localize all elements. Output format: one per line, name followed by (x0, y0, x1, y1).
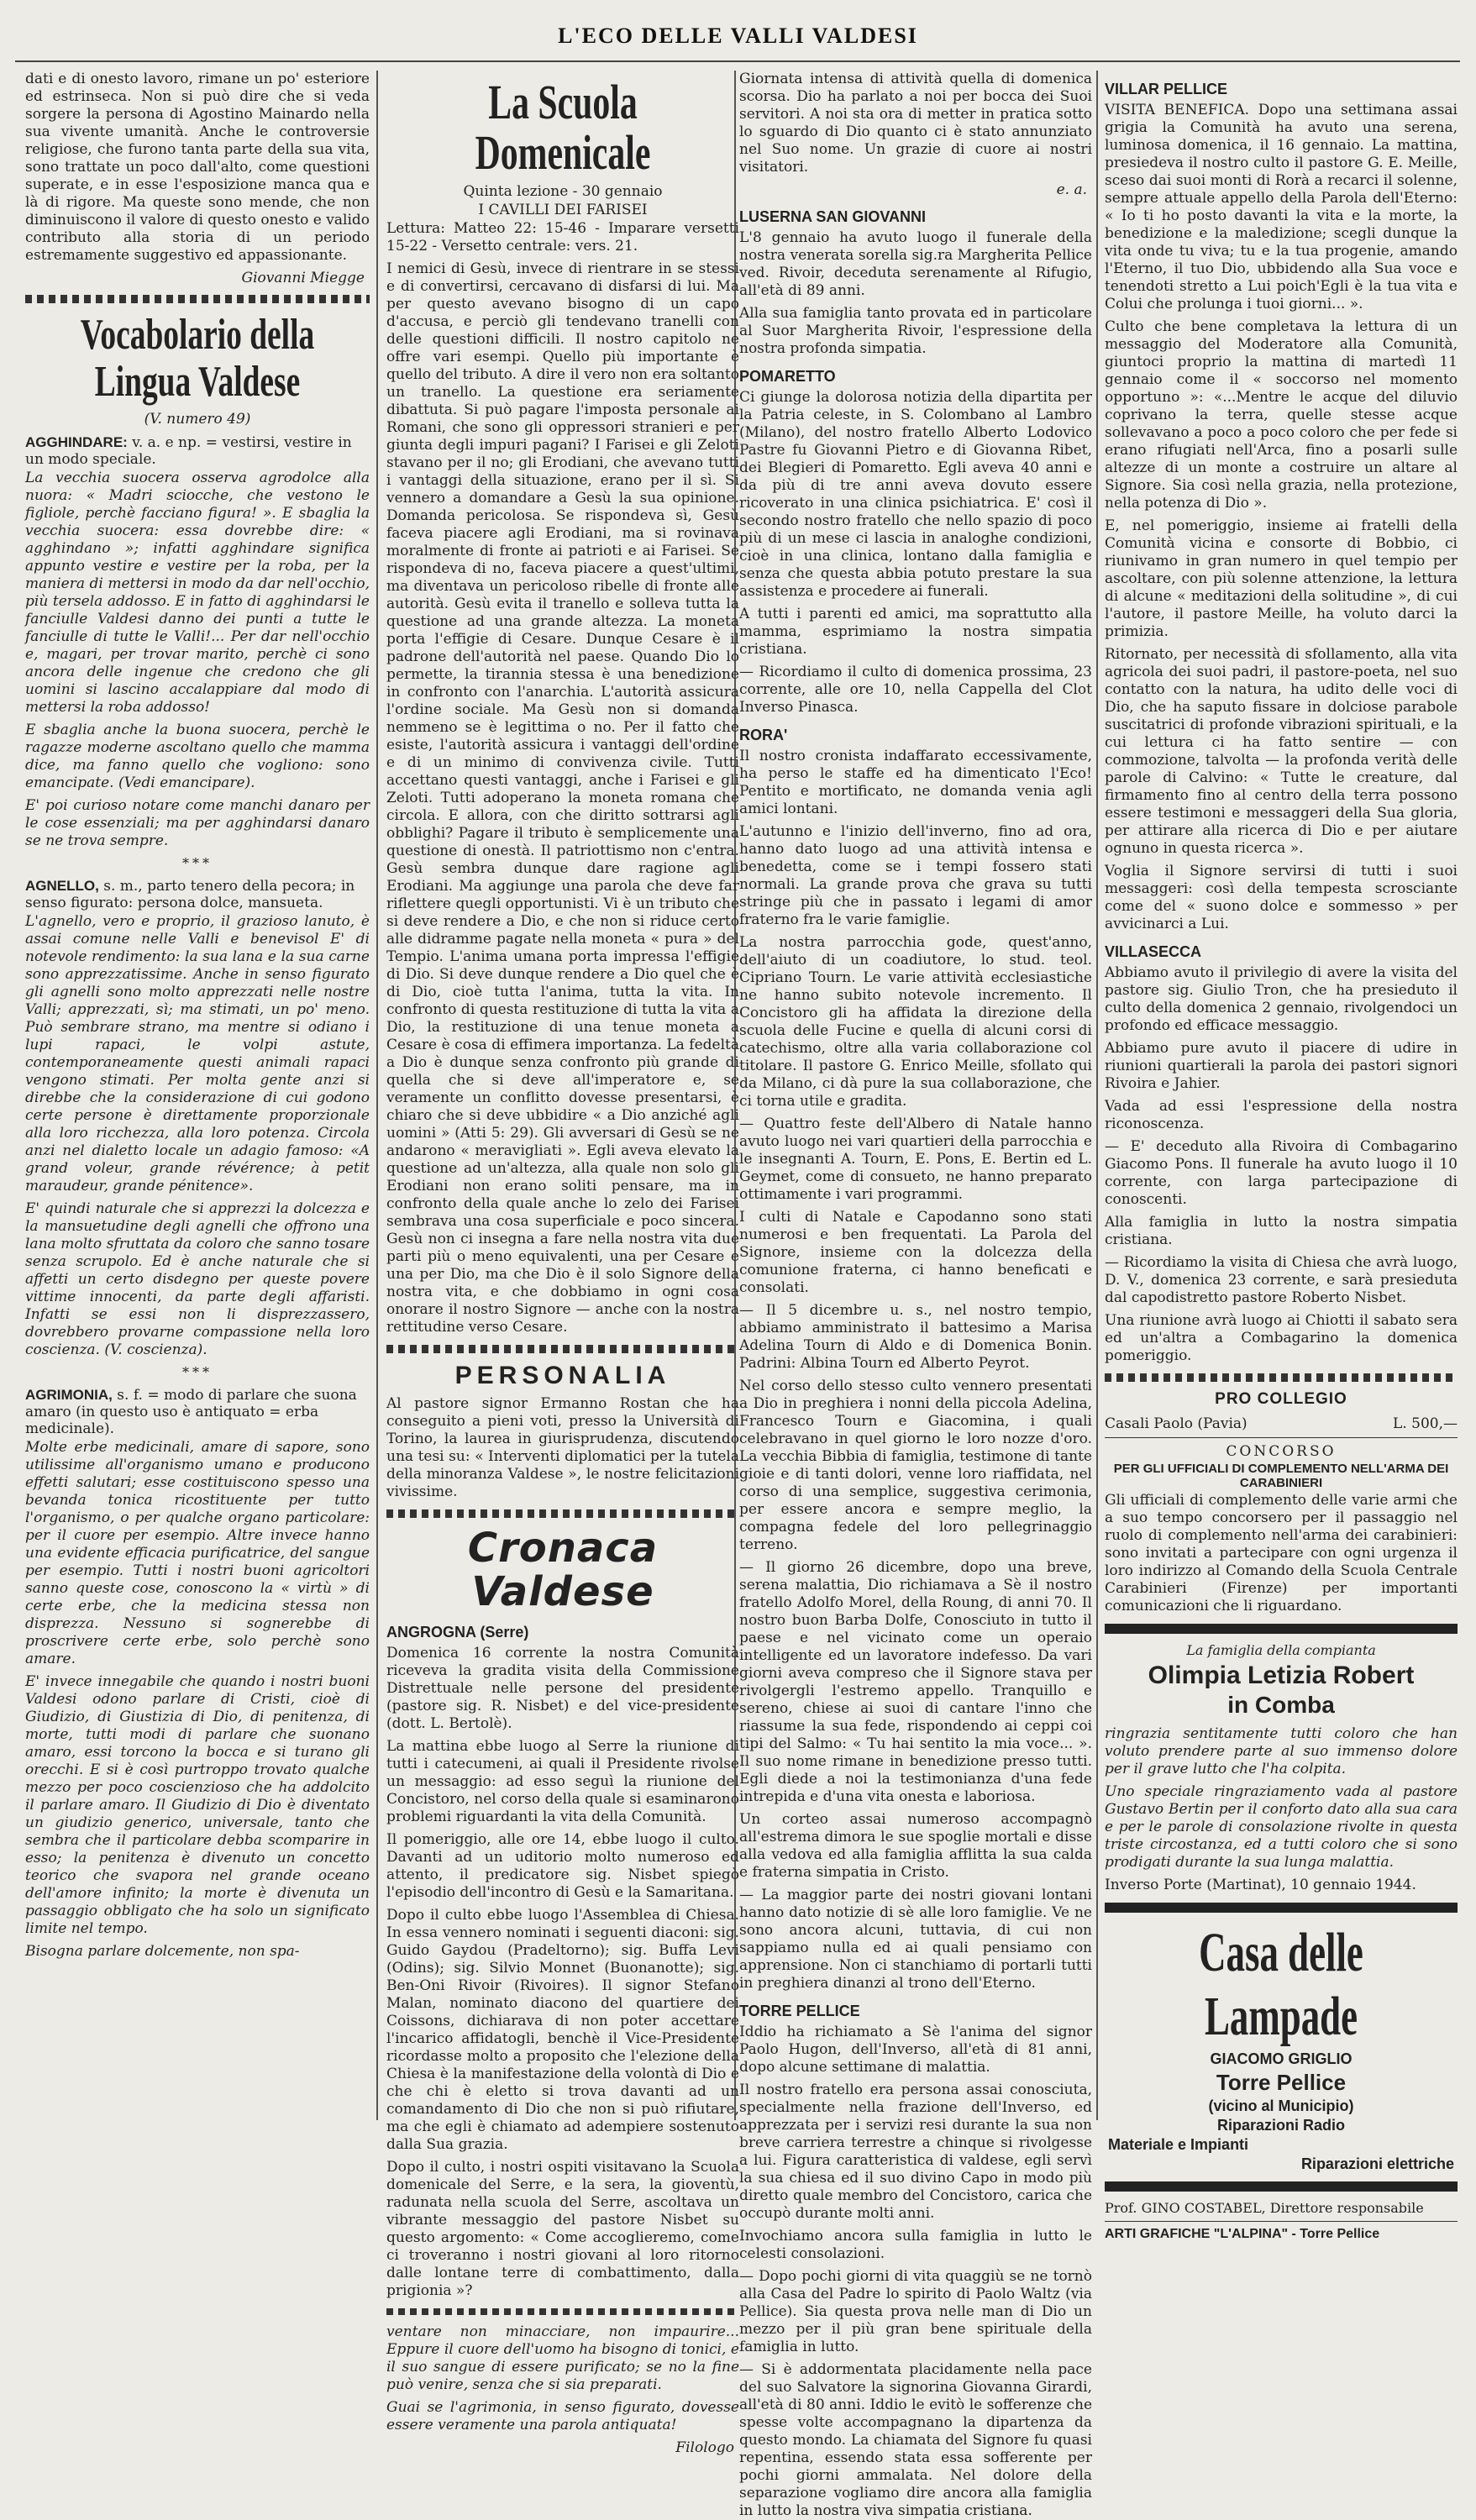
lamp-electric: Riparazioni elettriche (1300, 2155, 1454, 2172)
torre-text: Invochiamo ancora sulla famiglia in lutto le celesti consolazioni. (739, 2228, 1092, 2262)
entry-text: Molte erbe medicinali, amare di sapore, sono utilissime all'organismo umano e producono effetti salutari; esse costituiscono spesso una bevanda tonica ricostituente per tutto l'organismo, o per qualche organo particolare: per il cuore per esempio. Altre invece hanno una evidente efficacia purificatrice, del sangue per esempio. Tutti i nostri buoni agricoltori sanno queste cose, conoscono la « virtù » di certe erbe, che la medicina stessa non disprezza. Nessuno si sognerebbe di proscrivere certe erbe, solo perchè sono amare. (25, 1439, 370, 1667)
column-divider (1096, 71, 1098, 2120)
villar-text: VISITA BENEFICA. Dopo una settimana assai grigia la Comunità ha avuto una serena, luminosa domenica, il 16 gennaio. La mattina, presiedeva il nostro culto il pastore G. E. Meille, sceso dai suoi monti di Rorà a recarci il solenne, sempre attuale appello della Parola dell'Eterno: « Io ti ho posto davanti la vita e la morte, la benedizione e la maledizione; scegli dunque la vita onde tu viva; tu e la tua progenie, amando l'Eterno, il tuo Dio, ubbidendo alla Sua voce e tenendoti stretto a Lui poich'Egli è la tua vita e Colui che prolunga i tuoi giorni... ». (1105, 102, 1458, 312)
personalia-text: Al pastore signor Ermanno Rostan che ha conseguito a pieni voti, presso la Università di Torino, la laurea in giurisprudenza, discutendo una tesi su: « Interventi diplomatici per la tutela della minoranza Valdese », le nostre felicitazioni vivissime. (386, 1395, 739, 1500)
villar-text: Voglia il Signore servirsi di tutti i suoi messaggeri: così della tempesta scrosciante come del « suono dolce e sommesso » per avvicinarci a Lui. (1105, 863, 1458, 932)
casa-lampade-title: Casa delle Lampade (1199, 1922, 1363, 2047)
entry-text: Bisogna parlare dolcemente, non spa- (25, 1943, 300, 1960)
entry-text: E sbaglia anche la buona suocera, perchè le ragazze moderne ascoltano quello che mamma dice, ma fanno quello che vogliono: sono emancipate. (Vedi emancipare). (25, 722, 370, 791)
entry-agghindare: AGGHINDARE: v. a. e np. = vestirsi, vestire in un modo speciale. (25, 434, 352, 468)
angrogna-text: Domenica 16 corrente la nostra Comunità riceveva la gradita visita della Commissione Distrettuale nelle persone del presidente (pastore sig. R. Nisbet) e del vice-presidente (dott. L. Bertolè). (386, 1645, 739, 1732)
lamp-owner: GIACOMO GRIGLIO (1210, 2050, 1353, 2067)
header-rule (15, 60, 1460, 62)
reading-line: Lettura: Matteo 22: 15-46 - Imparare versetti 15-22 - Versetto centrale: vers. 21. (386, 220, 739, 255)
villar-pellice-heading: VILLAR PELLICE (1105, 81, 1228, 97)
villasecca-text: — Ricordiamo la visita di Chiesa che avrà luogo, D. V., domenica 23 corrente, e sarà presieduta dal capodistretto pastore Roberto Nisbet. (1105, 1254, 1458, 1306)
black-bar (1105, 1903, 1458, 1913)
villasecca-text: Vada ad essi l'espressione della nostra riconoscenza. (1105, 1098, 1458, 1132)
entry-text: E' invece innegabile che quando i nostri buoni Valdesi odono parlare di Cristi, cioè di Giudizio, di Giustizia di Dio, di penitenza, di morte, tutti modi di parlare che suonano amaro, essi torcono la bocca e si turano gli orecchi. E si è così purtroppo trovato qualche mezzo per poco coscienzioso che ha addolcito il parlare amaro. Il Giudizio di Dio è diventato un giudizio generico, universale, tanto che sembra che il particolare debba scomparire in esso; la penitenza è divenuto un concetto teorico che svapora nel grande oceano dell'amore infinito; la morte è divenuta un passaggio obbligato che ha solo un significato limite nel tempo. (25, 1673, 370, 1937)
rora-text: — Il giorno 26 dicembre, dopo una breve, serena malattia, Dio richiamava a Sè il nostro fratello Adolfo Morel, della Roung, di anni 70. Il nostro buon Barba Dolfe, Conosciuto in tutto il paese e nel vicinato come un operaio intelligente ed un lavoratore indefesso. Da vari giorni aveva compreso che il Signore stava per rivolgergli l'estremo appello. Tranquillo e sereno, chiese ai suoi di cantare l'inno che riassume la sua fede, rispondendo ai ceppi coi tipi del Salmo: « Tu hai sentito la mia voce... ». Il suo nome rimane in benedizione presso tutti. Egli diede a noi la testimonianza d'una fede intrepida e d'una vita onesta e laboriosa. (739, 1559, 1092, 1805)
ornamental-divider (386, 2308, 739, 2315)
torre-text: Il nostro fratello era persona assai conosciuta, specialmente nella frazione dell'Inverso, ed apprezzata per i servizi resi durante la sua non breve carriera terrestre a chinque si rivolgesse a lui. Figura caratteristica di valdese, egli servì la sua chiesa ed il suo divino Capo in modo più diretto quale membro del Concistoro, carica che occupò durante molti anni. (739, 2082, 1092, 2222)
torre-text: — Si è addormentata placidamente nella pace del suo Salvatore la signorina Giovanna Girardi, all'età di 80 anni. Iddio le evitò le sofferenze che spesse volte accompagnano la dipartenza da questo mondo. La chiamata del Signore fu quasi repentina, essendo stata essa sofferente per pochi giorni ammalata. Nel dolore della separazione vogliamo dire ancora alla famiglia in lutto la nostra viva simpatia cristiana. (739, 2361, 1092, 2519)
divider-line (1105, 2221, 1458, 2222)
pomaretto-text: A tutti i parenti ed amici, ma soprattutto alla mamma, esprimiamo la nostra simpatia cristiana. (739, 606, 1092, 658)
concorso-subtitle: PER GLI UFFICIALI DI COMPLEMENTO NELL'ARMA DEI CARABINIERI (1113, 1462, 1449, 1490)
luserna-text: Alla sua famiglia tanto provata ed in particolare al Suor Margherita Rivoir, l'espressione della nostra profonda simpatia. (739, 305, 1092, 357)
villasecca-text: Alla famiglia in lutto la nostra simpatia cristiana. (1105, 1214, 1458, 1248)
lamp-radio: Riparazioni Radio (1216, 2117, 1345, 2134)
cronaca-title: Cronaca Valdese (467, 1525, 659, 1615)
rora-text: — Il 5 dicembre u. s., nel nostro tempio, abbiamo amministrato il battesimo a Marisa Adelina Tourn di Aldo e di Domenica Bonin. Padrini: Albina Tourn ed Alberto Peyrot. (739, 1302, 1092, 1372)
vocabolario-title: Vocabolario della Lingua Valdese (80, 311, 315, 406)
pro-collegio-title: PRO COLLEGIO (1215, 1390, 1347, 1408)
column-3 (739, 71, 1092, 2519)
villasecca-text: Abbiamo pure avuto il piacere di udire in riunioni quartierali la parola dei pastori signori Rivoira e Jahier. (1105, 1040, 1458, 1092)
luserna-text: L'8 gennaio ha avuto luogo il funerale della nostra venerata sorella sig.ra Margherita Pellice ved. Rivoir, deceduta serenamente al Rifugio, all'età di 89 anni. (739, 229, 1092, 299)
rora-text: — Quattro feste dell'Albero di Natale hanno avuto luogo nei vari quartieri della parrocchia e le insegnanti A. Tourn, E. Pons, E. Bertin ed L. Geymet, come di consueto, ne hanno preparato ottimamente i vari programmi. (739, 1116, 1092, 1203)
concorso-title: CONCORSO (1226, 1443, 1337, 1460)
lamp-material: Materiale e Impianti (1108, 2136, 1249, 2153)
stars-divider: *** (182, 855, 213, 871)
entry-agnello: AGNELLO, s. m., parto tenero della pecora; in senso figurato: persona dolce, mansueta. (25, 878, 355, 911)
donation-row (1105, 1415, 1458, 1432)
rora-text: L'autunno e l'inizio dell'inverno, fino ad ora, hanno dato luogo ad una attività intensa e benedetta, come se i tempi fossero stati normali. La grande prova che grava su tutti stringe più che in passato i legami di amor fraterno fra le varie famiglie. (739, 823, 1092, 928)
angrogna-text: Dopo il culto ebbe luogo l'Assemblea di Chiesa. In essa vennero nominati i seguenti diaconi: sig. Guido Gaydou (Pradeltorno); sig. Buffa Levi (Odins); sig. Silvio Monnet (Buonanotte); sig. Ben-Oni Rivoir (Rivoires). Il signor Stefano Malan, nominato diacono del quartiere dei Coissons, dichiarava di non poter accettare l'incarico affidatogli, benchè il Vice-Presidente ricordasse molto a proposito che l'elezione della Chiesa è la manifestazione della volontà di Dio e che chi è eletto si trova davanti ad un comandamento di Dio che non si può rifiutare, ma che egli è chiamato ad adempiere sostenuto dalla Sua grazia. (386, 1907, 739, 2153)
vocab-number: (V. numero 49) (144, 411, 251, 428)
rora-text: La nostra parrocchia gode, quest'anno, dell'aiuto di un coadiutore, lo stud. teol. Cipriano Tourn. Le varie attività ecclesiastiche ne hanno subito notevole incremento. Il Concistoro gli ha affidata la direzione della scuola delle Fucine e quella di alcuni corsi di catechismo, oltre alla varia collaborazione col titolare. Il pastore G. Enrico Meille, sfollato qui da Milano, ci dà pure la sua collaborazione, che ci torna utile e gradita. (739, 934, 1092, 1110)
luserna-heading: LUSERNA SAN GIOVANNI (739, 208, 927, 225)
rora-text: Nel corso dello stesso culto vennero presentati a Dio in preghiera i nonni della piccola Adelina, Francesco Tourn e Giacomina, i quali celebravano in quel giorno le loro nozze d'oro. La vecchia Bibbia di famiglia, testimone di tante gioie e di tanti dolori, venne loro riaffidata, nel corso di una semplice, suggestiva cerimonia, per essere ancora e sempre meglio, la compagna fedele del loro pellegrinaggio terreno. (739, 1378, 1092, 1553)
rora-heading: RORA' (739, 727, 788, 743)
divider-line (1105, 1437, 1458, 1438)
entry-text: E' poi curioso notare come manchi danaro per le cose essenziali; ma per agghindarsi danaro se ne trova sempre. (25, 797, 370, 849)
villar-text: E, nel pomeriggio, insieme ai fratelli della Comunità vicina e consorte di Bobbio, ci riunivamo in gran numero in quel tempio per ascoltare, con più solenne attenzione, la lettura di alcune « meditazioni della solitudine », di cui l'autore, il pastore Meille, ha voluto darci la primizia. (1105, 517, 1458, 640)
agrimonia-continuation: Guai se l'agrimonia, in senso figurato, dovesse essere veramente una parola antiquata! (386, 2399, 739, 2433)
obituary-date: Inverso Porte (Martinat), 10 gennaio 1944. (1105, 1877, 1416, 1893)
torre-pellice-heading: TORRE PELLICE (739, 2003, 860, 2019)
personalia-title: PERSONALIA (454, 1362, 671, 1389)
villar-text: Ritornato, per necessità di sfollamento, alla vita agricola dei suoi padri, il pastore-poeta, nel suo contatto con la natura, ha udito delle voci di Dio, che ha saputo fissare in dolciose parabole suscitatrici di profonde vibrazioni spirituali, e la cui lettura ci ha fatto sentire — con commozione, talvolta — la profonda verità delle parole di Calvino: « Tutte le creature, dal firmamento fino al centro della terra possono essere testimoni e messaggeri della Sua gloria, per attirare alla ricerca di Dio e per aiutare ognuno in questa ricerca ». (1105, 646, 1458, 857)
obituary-name: Olimpia Letizia Robert (1148, 1662, 1415, 1689)
black-bar (1105, 1624, 1458, 1634)
lamp-city: Torre Pellice (1216, 2070, 1347, 2095)
rora-text: Il nostro cronista indaffarato eccessivamente, ha perso le staffe ed ha dimenticato l'Eco! Pentito e mortificato, ne domanda venia agli amici lontani. (739, 748, 1092, 817)
obituary-text: ringrazia sentitamente tutti coloro che han voluto prendere parte al suo immenso dolore per il grave lutto che l'ha colpita. (1105, 1725, 1458, 1777)
entry-text: La vecchia suocera osserva agrodolce alla nuora: « Madri sciocche, che vestono le figliole, perchè facciano figura! ». E sbaglia la vecchia suocera: essa dovrebbe dire: « agghindano »; infatti agghindare significa appunto vestire e vestire per la roba, per la maniera di mettersi in modo da dar nell'occhio, più tersela addosso. E in fatto di agghindarsi le fanciulle Valdesi danno dei punti a tutte le fanciulle di tutte le Valli!... Per dar nell'occhio e, magari, per trovar marito, perchè ci sono ancora delle ingenue che credono che gli uomini si lascino accalappiare dal modo di mettersi la roba addosso! (25, 470, 370, 716)
review-signature: Giovanni Miegge (241, 270, 365, 286)
page-header: L'ECO DELLE VALLI VALDESI (558, 24, 918, 48)
lesson-subtitle: I CAVILLI DEI FARISEI (478, 202, 648, 218)
filologo-signature: Filologo (675, 2439, 734, 2456)
villasecca-text: Una riunione avrà luogo ai Chiotti il sabato sera ed un'altra a Combagarino la domenica pomeriggio. (1105, 1312, 1458, 1364)
lamp-address: (vicino al Municipio) (1208, 2097, 1354, 2114)
entry-text: L'agnello, vero e proprio, il grazioso lanuto, è assai comune nelle Valli e benevisol E' di notevole rendimento: la sua lana e la sua carne sono apprezzatissime. Anche in senso figurato gli agnelli sono molto apprezzati nelle nostre Valli; apprezzati, sì; ma stimati, un po' meno. Può sembrare strano, ma mentre si odiano i lupi rapaci, le volpi astute, contemporaneamente questi animali rapaci vengono stimati. Per molta gente anzi si direbbe che la considerazione di cui godono certe persone è direttamente proporzionale alla loro ricchezza, alla loro potenza. Circola anzi nel dialetto locale un adagio famoso: «A grand voleur, grande révérence; à petit maraudeur, grande pénitence». (25, 913, 370, 1194)
angrogna-signature: e. a. (1056, 181, 1087, 198)
concorso-text: Gli ufficiali di complemento delle varie armi che a suo tempo concorsero per il passaggio nel ruolo di complemento nell'arma dei carabinieri: sono invitati a partecipare con ogni urgenza il loro indirizzo al Comando della Scuola Centrale Carabinieri (Firenze) per importanti comunicazioni che li riguardano. (1105, 1492, 1458, 1614)
ornamental-divider (25, 295, 370, 303)
obituary-subname: in Comba (1227, 1692, 1335, 1718)
obituary-family: La famiglia della compianta (1186, 1642, 1376, 1658)
ornamental-divider (386, 1345, 739, 1353)
director-line: Prof. GINO COSTABEL, Direttore responsabile (1105, 2200, 1424, 2216)
pomaretto-heading: POMARETTO (739, 368, 836, 385)
villasecca-text: Abbiamo avuto il privilegio di avere la visita del pastore sig. Giulio Tron, che ha presieduto il culto della domenica 2 gennaio, rivolgendoci un profondo ed efficace messaggio. (1105, 964, 1458, 1034)
donor-name: Casali Paolo (Pavia) (1105, 1415, 1248, 1432)
column-1 (25, 71, 370, 2120)
villasecca-text: — E' deceduto alla Rivoira di Combagarino Giacomo Pons. Il funerale ha avuto luogo il 10 corrente, con larga partecipazione di conoscenti. (1105, 1138, 1458, 1208)
obituary-text: Uno speciale ringraziamento vada al pastore Gustavo Bertin per il conforto dato alla sua cara e per le parole di consolazione rivolte in questa triste circostanza, ed a tutti coloro che si sono prodigati durante la sua lunga malattia. (1105, 1783, 1458, 1871)
pomaretto-text: — Ricordiamo il culto di domenica prossima, 23 corrente, alle ore 10, nella Cappella del Clot Inverso Pinasca. (739, 664, 1092, 716)
review-conclusion: dati e di onesto lavoro, rimane un po' esteriore ed estrinseca. Non si può dire che si veda sorgere la persona di Agostino Mainardo nella sua vivente umanità. Anche le controversie religiose, che furono tanta parte della sua vita, sono trattate un poco dall'alto, come questioni superate, e in esse l'esposizione manca qua e là di rigore. Ma queste sono mende, che non diminuiscono il valore di questo onesto e valido contributo alla storia di un periodo estremamente suggestivo ed appassionante. (25, 71, 370, 264)
rora-text: Un corteo assai numeroso accompagnò all'estrema dimora le sue spoglie mortali e disse alla vedova ed alla famiglia afflitta la sua calda e fraterna simpatia in Cristo. (739, 1811, 1092, 1881)
entry-text: E' quindi naturale che si apprezzi la dolcezza e la mansuetudine degli agnelli che offrono una lana molto sfruttata da coloro che sanno tosare senza scrupolo. Ed è anche naturale che si affetti un certo disdegno per queste povere vittime innocenti, da parte degli affaristi. Infatti se essi non li disprezzassero, dovrebbero provarne compassione nella loro coscienza. (V. coscienza). (25, 1200, 370, 1358)
angrogna-text: Il pomeriggio, alle ore 14, ebbe luogo il culto. Davanti ad un uditorio molto numeroso ed attento, il predicatore sig. Nisbet spiegò l'episodio dell'incontro di Gesù e la Samaritana. (386, 1831, 739, 1901)
black-bar (1105, 2181, 1458, 2192)
angrogna-heading: ANGROGNA (Serre) (386, 1624, 529, 1641)
torre-text: Iddio ha richiamato a Sè l'anima del signor Paolo Hugon, dell'Inverso, all'età di 81 anni, dopo alcune settimane di malattia. (739, 2024, 1092, 2076)
agrimonia-continuation: ventare non minacciare, non impaurire... Eppure il cuore dell'uomo ha bisogno di tonici, e il suo sangue di essere purificato; se no la fine può venire, senza che si sia preparati. (386, 2323, 739, 2393)
lesson-line: Quinta lezione - 30 gennaio (463, 183, 663, 200)
column-2 (386, 71, 739, 2456)
angrogna-closing: Giornata intensa di attività quella di domenica scorsa. Dio ha parlato a noi per bocca dei Suoi servitori. A noi sta ora di metter in pratica sotto lo sguardo di Dio quanto ci è stato annunziato nel Suo nome. Un grazie di cuore ai nostri visitatori. (739, 71, 1092, 176)
rora-text: I culti di Natale e Capodanno sono stati numerosi e ben frequentati. La Parola del Signore, insieme con la dolcezza della comunione fraterna, ci hanno beneficati e consolati. (739, 1209, 1092, 1296)
ornamental-divider (1105, 1373, 1458, 1382)
villar-text: Culto che bene completava la lettura di un messaggio del Moderatore alla Comunità, giuntoci proprio la mattina di martedì 11 gennaio come il « soccorso nel momento opportuno »: «...Mentre le acque del diluvio coprivano la terra, quelle stesse acque sollevavano a poco a poco coloro che per fede si erano rifugiati nell'Arca, fino a posarli sulle altezze di un monte a costruire un altare al Signore. Sia così nella grazia, nella protezione, nella potenza di Dio ». (1105, 318, 1458, 512)
column-divider (376, 71, 378, 2120)
rora-text: — La maggior parte dei nostri giovani lontani hanno dato notizie di sè alle loro famiglie. Ve ne sono ancora alcuni, tuttavia, di cui non sappiamo nulla ed ai quali pensiamo con apprensione. Non ci stanchiamo di portarli tutti in preghiera dinanzi al trono dell'Eterno. (739, 1887, 1092, 1992)
angrogna-text: La mattina ebbe luogo al Serre la riunione di tutti i catecumeni, ai quali il Presidente rivolse un messaggio: ad esso seguì la riunione del Concistoro, nel corso della quale si esaminarono problemi riguardanti la vita della Comunità. (386, 1738, 739, 1825)
entry-agrimonia: AGRIMONIA, s. f. = modo di parlare che suona amaro (in questo uso è antiquato = erba medicinale). (25, 1387, 357, 1437)
scuola-title: La Scuola Domenicale (475, 75, 651, 180)
stars-divider: *** (182, 1364, 213, 1380)
pomaretto-text: Ci giunge la dolorosa notizia della dipartita per la Patria celeste, in S. Colombano al Lambro (Milano), del nostro fratello Alberto Lodovico Pastre fu Giovanni Pietro e di Giovanna Ribet, dei Blegieri di Pomaretto. Egli aveva 40 anni e da più di tre anni aveva dovuto essere ricoverato in una clinica psichiatrica. E' così il secondo nostro fratello che nello spazio di poco più di un mese ci lascia in analoghe condizioni, cioè in una clinica, lontano dalla famiglia e senza che questa abbia potuto prestare la sua assistenza e procedere ai funerali. (739, 389, 1092, 600)
donation-amount: L. 500,— (1393, 1415, 1458, 1432)
ornamental-divider (386, 1509, 739, 1518)
column-4 (1105, 71, 1458, 2241)
lesson-body: I nemici di Gesù, invece di rientrare in se stessi e di convertirsi, cercavano di disfarsi di lui. Ma per questo avevano bisogno di un capo d'accusa, e perciò gli tendevano tranelli con delle questioni difficili. Il nostro capitolo ne offre vari esempi. Quello più importante è quello del tributo. A dire il vero non era soltanto un tranello. La questione era seriamente dibattuta. Si può pagare l'imposta personale ai Romani, che sono gli oppressori stranieri e per giunta degli impuri pagani? I Farisei e gli Zeloti stavano per il no; gli Erodiani, che avevano tutti i vantaggi della situazione, erano per il sì. Si vennero a domandare a Gesù la sua opinione. Domanda pericolosa. Se rispondeva sì, Gesù faceva piacere agli Erodiani, ma si rovinava moralmente di fronte ai patrioti e ai Farisei. Se rispondeva di no, faceva piacere a quest'ultimi, ma diventava un pericoloso ribelle di fronte alle autorità. Gesù evita il tranello e solleva tutta la questione ad una grande altezza. La moneta porta l'effigie di Cesare. Dunque Cesare è il padrone dell'autorità nel paese. Quando Dio lo permette, la tirannia stessa è una benedizione in confronto con l'anarchia. L'autorità assicura l'ordine sociale. Ma Gesù non si domanda nemmeno se è legittima o no. Per il fatto che esiste, l'autorità assicura i vantaggi dell'ordine e di un minimo di convivenza civile. Tutti accettano questi vantaggi, anche i Farisei e gli Zeloti. Tutti adoperano la moneta romana che circola. E allora, con che diritto sottrarsi agli obblighi? Pagare il tributo è semplicemente una questione di onestà. Il patriottismo non c'entra. Gesù sembra dunque dare ragione agli Erodiani. Ma aggiunge una parola che deve far riflettere quegli opportunisti. Vi è un tributo che si deve rendere a Dio, e che non si riduce certo alle didramme pagate nella moneta « pura » del Tempio. L'anima umana porta impressa l'effigie di Dio. Si deve dunque rendere a Dio quel che è di Dio, cioè tutta l'anima, tutta la vita. In confronto di questa restituzione di tutta la vita a Dio, la restituzione di una tenue moneta a Cesare è cosa di effimera importanza. La fedeltà a Dio è dunque senza confronto più grande di quella che si deve all'imperatore e, se veramente un conflitto dovesse presentarsi, è chiaro che si deve ubbidire « a Dio anziché agli uomini » (Atti 5: 29). Gli avversari di Gesù se ne andarono « meravigliati ». Egli aveva elevato la questione ad un'altezza, alla quale non solo gli Erodiani non erano soliti pensare, ma in confronto della quale anche lo zelo dei Farisei sembrava una cosa superficiale e poco sincera. Gesù non ci insegna a fare nella nostra vita due parti più o meno equivalenti, una per Cesare e una per Dio, ma che Dio è il solo Signore della nostra vita, e che dobbiamo in ogni cosa onorare il nostro Signore — anche con la nostra rettitudine verso Cesare. (386, 260, 739, 1336)
torre-text: — Dopo pochi giorni di vita quaggiù se ne tornò alla Casa del Padre lo spirito di Paolo Waltz (via Pellice). Sia questa prova nelle man di Dio un mezzo per il più gran bene spirituale della famiglia in lutto. (739, 2268, 1092, 2355)
villasecca-heading: VILLASECCA (1105, 943, 1202, 960)
angrogna-text: Dopo il culto, i nostri ospiti visitavano la Scuola domenicale del Serre, e la sera, la gioventù, radunata nella scuola del Serre, ascoltava un vibrante messaggio del pastore Nisbet su questo argomento: « Come accoglieremo, come ci troveranno i nostri giovani al loro ritorno dalle lontane terre di combattimento, dalla prigionia »? (386, 2159, 739, 2299)
printer-line: ARTI GRAFICHE "L'ALPINA" - Torre Pellice (1105, 2227, 1380, 2241)
